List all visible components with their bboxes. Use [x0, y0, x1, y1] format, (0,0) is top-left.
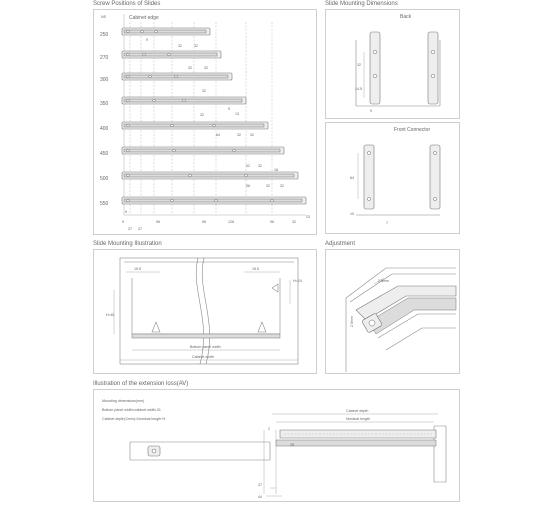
dim-350-a: 32 — [202, 89, 206, 93]
mounting-back-panel — [325, 9, 460, 119]
dim-550-e: 96 — [270, 220, 274, 224]
dim-550-a: 9 — [125, 210, 127, 214]
slide-row-500 — [100, 172, 298, 188]
ext-dim-28: 28 — [290, 443, 294, 447]
screw-positions-diagram — [94, 10, 316, 234]
ns-label: NS — [101, 15, 106, 19]
slide-row-300 — [100, 73, 232, 83]
adjustment-diagram — [326, 250, 459, 373]
mounting-illus-title: Slide Mounting Illustration — [93, 241, 162, 247]
size-300: 300 — [100, 77, 109, 83]
illus-cabinet-width-label: Cabinet width — [192, 355, 214, 359]
extension-loss-diagram — [94, 390, 459, 501]
dim-250-a: 9 — [146, 38, 148, 42]
adjust-dim-1: 2.5mm — [378, 279, 389, 283]
dim-550-b: 96 — [156, 220, 160, 224]
dim-450-a: 32 — [246, 164, 250, 168]
ext-cabinet-depth: Cabinet depth — [346, 409, 369, 413]
slide-row-450 — [100, 147, 284, 172]
adjustment-panel — [325, 249, 460, 374]
size-350: 350 — [100, 101, 109, 107]
screw-positions-title: Screw Positions of Slides — [93, 1, 161, 7]
ext-dim-44: 44 — [258, 495, 262, 499]
dim-270-a: 32 — [188, 66, 192, 70]
dim-350-c: 9 — [228, 107, 230, 111]
dim-500-a: 96 — [246, 184, 250, 188]
mounting-front-diagram — [326, 123, 459, 233]
front-dim-7: 7 — [386, 221, 388, 225]
illus-top-right-dim: 15.5 — [252, 267, 259, 271]
illus-bottom-panel-label: Bottom panel width — [190, 345, 221, 349]
screw-positions-panel — [93, 9, 317, 235]
back-label: Back — [400, 14, 412, 20]
ext-dim-37: 37 — [258, 483, 262, 487]
dim-400-b: 32 — [237, 133, 241, 137]
front-dim-64: 64 — [350, 176, 354, 180]
slide-row-250 — [100, 28, 210, 48]
dim-bottom-c: 37 — [138, 227, 142, 231]
size-550: 550 — [100, 201, 109, 207]
back-dim-32: 32 — [357, 63, 361, 67]
dim-450-b: 32 — [258, 164, 262, 168]
size-400: 400 — [100, 126, 109, 132]
size-500: 500 — [100, 176, 109, 182]
dim-350-b: 32 — [200, 113, 204, 117]
ext-nominal-length: Nominal length — [346, 417, 370, 421]
back-dim-9: 9 — [370, 109, 372, 113]
ext-line-3: Cabinet depth(Cmin)=Nominal length+5 — [102, 417, 166, 421]
slide-row-400 — [100, 122, 268, 137]
dim-550-g: 23 — [306, 215, 310, 219]
slide-row-350 — [100, 89, 246, 117]
dim-350-d: 13 — [235, 112, 239, 116]
mounting-illus-panel — [93, 249, 317, 374]
mounting-back-diagram — [326, 10, 459, 118]
dim-550-d: 128 — [228, 220, 234, 224]
mounting-front-panel — [325, 122, 460, 234]
dim-400-a: 64 — [216, 133, 220, 137]
dim-bottom-a: 9 — [122, 220, 124, 224]
dim-500-b: 32 — [266, 184, 270, 188]
ext-line-1: Mounting dimensions(mm) — [102, 399, 145, 403]
extension-loss-title: Illustration of the extension loss(AV) — [93, 381, 189, 387]
slide-row-550 — [100, 197, 310, 224]
mounting-illus-diagram — [94, 250, 316, 373]
ext-dim-2: 2 — [268, 427, 270, 431]
adjust-dim-2: 2.5mm — [350, 316, 354, 327]
dim-400-c: 32 — [250, 133, 254, 137]
dim-450-c: 18 — [274, 168, 278, 172]
dim-250-c: 32 — [194, 44, 198, 48]
illus-left-dim: H=81 — [106, 313, 115, 317]
illus-right-dim: H=24 — [293, 279, 302, 283]
adjustment-title: Adjustment — [325, 241, 356, 247]
front-connector-label: Front Connector — [394, 127, 431, 133]
size-250: 250 — [100, 32, 109, 38]
mounting-dims-title: Slide Mounting Dimensions — [325, 1, 398, 7]
ext-line-2: Bottom panel width=cabinet width-31 — [102, 408, 161, 412]
size-270: 270 — [100, 55, 109, 61]
back-dim-14-5: 14.5 — [355, 87, 362, 91]
dim-250-b: 32 — [178, 44, 182, 48]
dim-550-c: 96 — [202, 220, 206, 224]
front-dim-10: 10 — [350, 212, 354, 216]
dim-550-f: 32 — [292, 220, 296, 224]
dim-270-b: 32 — [204, 66, 208, 70]
slide-row-270 — [100, 51, 221, 70]
illus-top-left-dim: 15.5 — [134, 267, 141, 271]
cabinet-edge-label: Cabinet edge — [129, 15, 159, 21]
dim-500-c: 32 — [280, 184, 284, 188]
size-450: 450 — [100, 151, 109, 157]
dim-bottom-b: 37 — [128, 227, 132, 231]
extension-loss-panel — [93, 389, 460, 502]
